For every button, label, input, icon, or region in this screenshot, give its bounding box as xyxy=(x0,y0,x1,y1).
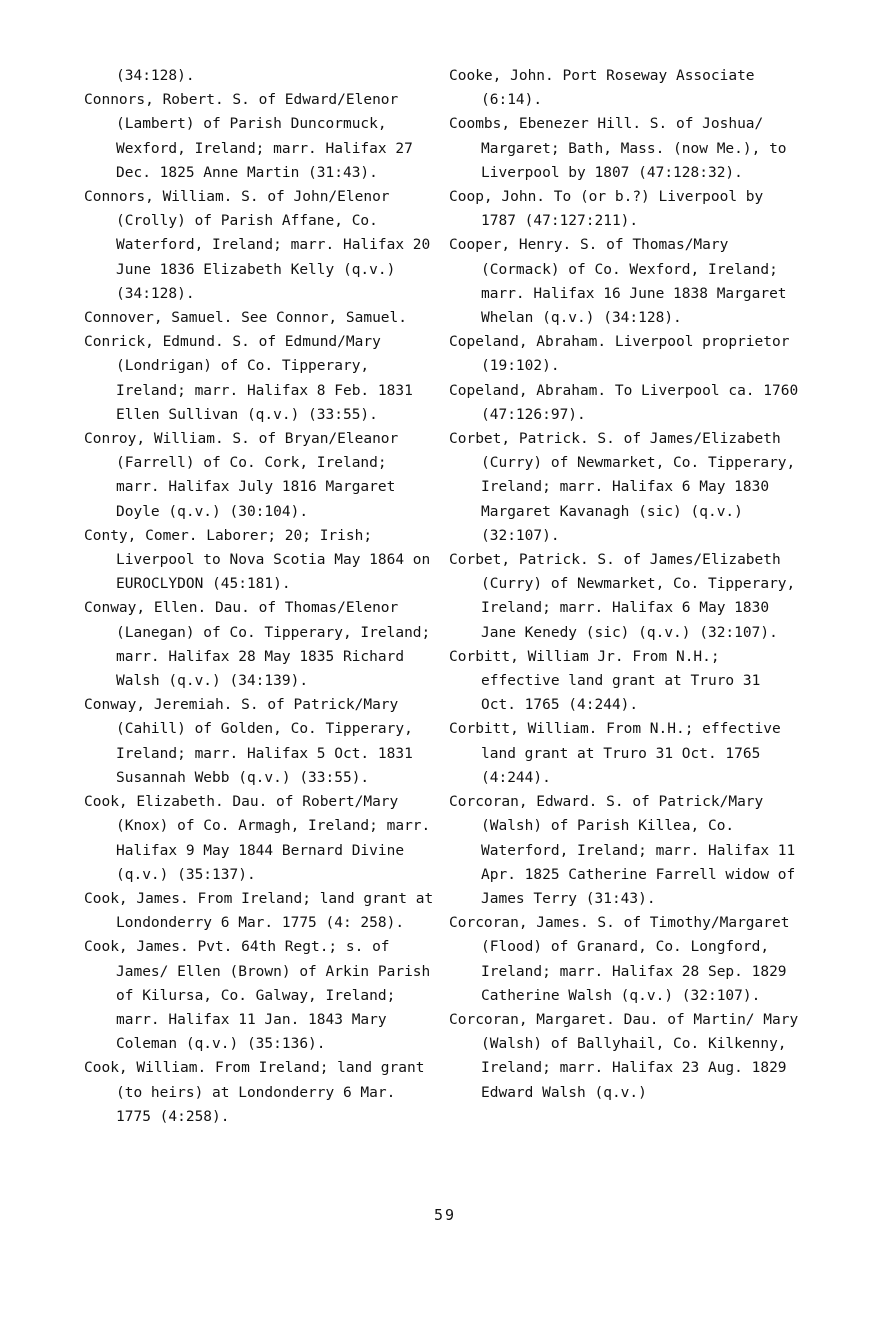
page-number: 59 xyxy=(433,1206,457,1224)
index-entry: Corcoran, Margaret. Dau. of Martin/ Mary (Walsh) of Ballyhail, Co. Kilkenny, Ireland; marr. Halifax 23 Aug. 1829 Edward Walsh (q.v.) xyxy=(449,1011,799,1101)
index-entry: Corcoran, Edward. S. of Patrick/Mary (Walsh) of Parish Killea, Co. Waterford, Ireland; marr. Halifax 11 Apr. 1825 Catherine Farrell widow of James Terry (31:43). xyxy=(449,794,796,907)
index-entry: Corbitt, William Jr. From N.H.; effective land grant at Truro 31 Oct. 1765 (4:244). xyxy=(449,648,761,714)
index-entry: Corbet, Patrick. S. of James/Elizabeth (Curry) of Newmarket, Co. Tipperary, Ireland; marr. Halifax 6 May 1830 Jane Kenedy (sic) (q.v.) (32:107). xyxy=(449,552,796,641)
index-entry: Cooper, Henry. S. of Thomas/Mary (Cormack) of Co. Wexford, Ireland; marr. Halifax 16 June 1838 Margaret Whelan (q.v.) (34:128). xyxy=(449,237,787,327)
index-entry: Connover, Samuel. See Connor, Samuel. xyxy=(84,310,408,327)
index-entry: Conroy, William. S. of Bryan/Eleanor (Farrell) of Co. Cork, Ireland; marr. Halifax July 1816 Margaret Doyle (q.v.) (30:104). xyxy=(84,431,399,520)
index-entry: Conty, Comer. Laborer; 20; Irish; Liverpool to Nova Scotia May 1864 on EUROCLYDON (45:181). xyxy=(84,527,431,593)
index-entry: Cook, Elizabeth. Dau. of Robert/Mary (Knox) of Co. Armagh, Ireland; marr. Halifax 9 May 1844 Bernard Divine (q.v.) (35:137). xyxy=(84,794,431,883)
index-entry: Conway, Ellen. Dau. of Thomas/Elenor (Lanegan) of Co. Tipperary, Ireland; marr. Halifax 28 May 1835 Richard Walsh (q.v.) (34:139). xyxy=(84,600,431,690)
index-entry: Cook, James. From Ireland; land grant at Londonderry 6 Mar. 1775 (4: 258). xyxy=(84,890,434,932)
index-entry: Copeland, Abraham. Liverpool proprietor (19:102). xyxy=(449,334,790,375)
index-entry: Connors, Robert. S. of Edward/Elenor (Lambert) of Parish Duncormuck, Wexford, Ireland; marr. Halifax 27 Dec. 1825 Anne Martin (31:43). xyxy=(84,92,413,181)
index-entry: Cook, William. From Ireland; land grant (to heirs) at Londonderry 6 Mar. 1775 (4:258). xyxy=(84,1060,425,1125)
index-entry: Copeland, Abraham. To Liverpool ca. 1760 (47:126:97). xyxy=(449,382,799,423)
index-entry: Coop, John. To (or b.?) Liverpool by 1787 (47:127:211). xyxy=(449,189,764,230)
index-entry: Coombs, Ebenezer Hill. S. of Joshua/ Margaret; Bath, Mass. (now Me.), to Liverpool by 1807 (47:128:32). xyxy=(449,116,787,181)
index-entry: (34:128). xyxy=(116,68,195,84)
index-entry: Connors, William. S. of John/Elenor (Crolly) of Parish Affane, Co. Waterford, Ireland; marr. Halifax 20 June 1836 Elizabeth Kelly (q.v.) (34:128). xyxy=(84,189,431,302)
index-entry: Cook, James. Pvt. 64th Regt.; s. of James/ Ellen (Brown) of Arkin Parish of Kilursa, Co. Galway, Ireland; marr. Halifax 11 Jan. 1843 Mary Coleman (q.v.) (35:136). xyxy=(84,939,431,1053)
index-entry: Corbet, Patrick. S. of James/Elizabeth (Curry) of Newmarket, Co. Tipperary, Ireland; marr. Halifax 6 May 1830 Margaret Kavanagh (sic) (q.v.) (32:107). xyxy=(449,431,796,544)
right-column xyxy=(449,64,799,1105)
index-entry: Corcoran, James. S. of Timothy/Margaret (Flood) of Granard, Co. Longford, Ireland; marr. Halifax 28 Sep. 1829 Catherine Walsh (q.v.) (32:107). xyxy=(449,915,790,1004)
left-column xyxy=(84,64,434,1129)
index-entry: Conrick, Edmund. S. of Edmund/Mary (Londrigan) of Co. Tipperary, Ireland; marr. Halifax 8 Feb. 1831 Ellen Sullivan (q.v.) (33:55). xyxy=(84,334,413,423)
index-entry: Cooke, John. Port Roseway Associate (6:14). xyxy=(449,68,755,109)
index-entry: Conway, Jeremiah. S. of Patrick/Mary (Cahill) of Golden, Co. Tipperary, Ireland; marr. Halifax 5 Oct. 1831 Susannah Webb (q.v.) (33:55). xyxy=(84,697,413,786)
index-entry: Corbitt, William. From N.H.; effective land grant at Truro 31 Oct. 1765 (4:244). xyxy=(449,721,781,786)
